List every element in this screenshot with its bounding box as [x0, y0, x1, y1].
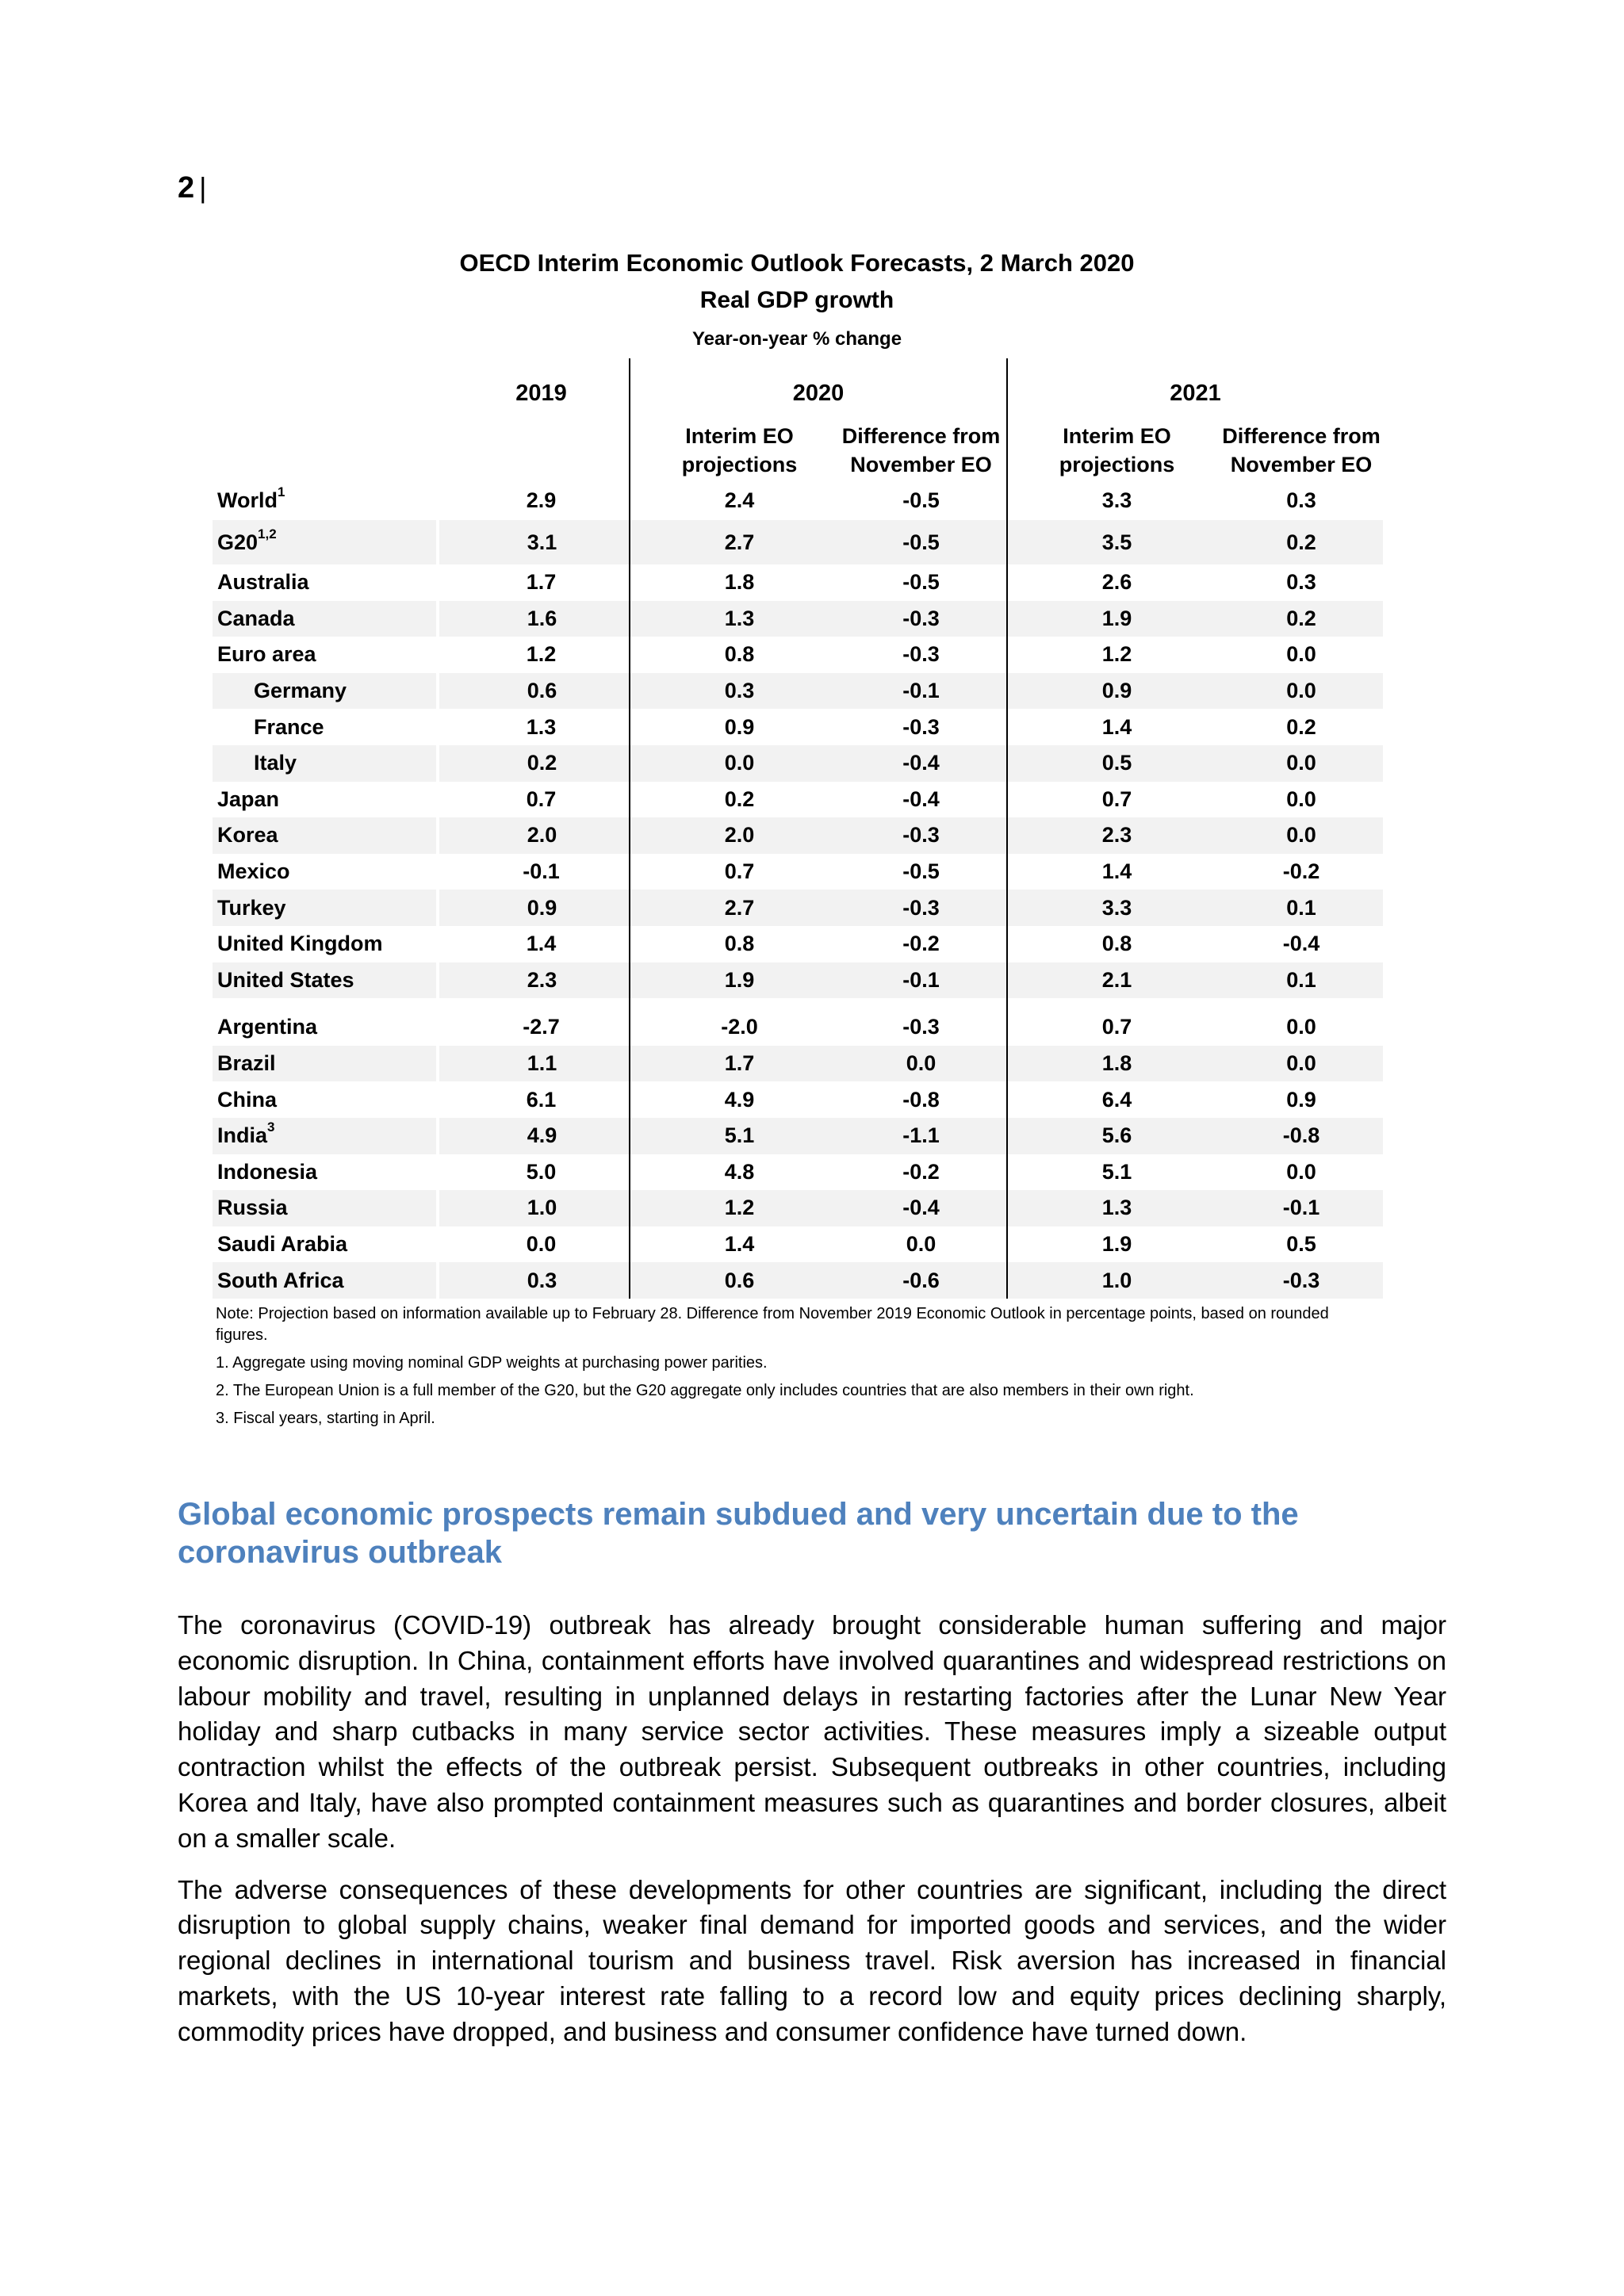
difference-2020-cell: -0.8: [902, 1087, 940, 1112]
interim-2021-cell: 1.9: [1007, 601, 1197, 637]
value-2019-cell: 6.1: [526, 1087, 557, 1112]
table-row: [213, 890, 1383, 926]
value-2019-cell: 2.0: [438, 817, 630, 854]
country-label: World: [217, 488, 278, 512]
country-name: [213, 782, 438, 818]
country-name: [213, 817, 438, 854]
table-unit: Year-on-year % change: [691, 328, 902, 350]
interim-2020-cell: 0.9: [630, 709, 820, 745]
country-name: [213, 520, 438, 564]
value-2019-cell: 1.2: [526, 642, 557, 667]
interim-2020-cell: 0.3: [630, 673, 820, 710]
value-2019-cell: 2.9: [526, 488, 557, 512]
note-3: 3. Fiscal years, starting in April.: [216, 1410, 435, 1427]
value-2019-cell: 0.3: [438, 1262, 630, 1299]
difference-2020-cell: -0.2: [902, 932, 940, 956]
interim-2020-cell: 4.9: [630, 1081, 820, 1118]
interim-2021-cell: 3.3: [1007, 890, 1197, 926]
country-name: [213, 601, 438, 637]
interim-2020-cell: 0.8: [630, 637, 820, 673]
table-row: [213, 564, 1383, 601]
footnote-marker: 1,2: [258, 526, 277, 541]
table-row: [213, 1009, 1383, 1046]
header-difference-2020: [820, 420, 1007, 480]
value-2019-cell: -2.7: [523, 1015, 560, 1039]
header-interim-2020: [630, 420, 820, 480]
interim-2020-cell: 4.8: [630, 1154, 820, 1191]
country-name: [213, 637, 438, 673]
difference-2021-cell: 0.0: [1286, 642, 1316, 667]
country-name: [213, 673, 438, 710]
interim-2020-cell: 2.0: [630, 817, 820, 854]
value-2019-cell: 1.1: [438, 1046, 630, 1082]
table-row: [213, 854, 1383, 890]
table-row: [213, 637, 1383, 673]
body-text: [178, 1608, 1446, 2066]
country-label: Russia: [217, 1196, 288, 1220]
country-label: Euro area: [217, 642, 316, 667]
header-year-2021: 2021: [1007, 358, 1383, 420]
interim-2020-cell: 0.0: [630, 745, 820, 782]
difference-2021-cell: 0.9: [1286, 1087, 1316, 1112]
value-2019-cell: 0.2: [438, 745, 630, 782]
value-2019-cell: 1.0: [438, 1190, 630, 1226]
country-label: Italy: [254, 751, 297, 775]
difference-2021-cell: 0.1: [1197, 962, 1383, 999]
table-row: [213, 782, 1383, 818]
page-number-separator: |: [199, 171, 207, 204]
difference-2020-cell: -0.6: [820, 1262, 1007, 1299]
page-number: [178, 171, 207, 205]
country-label: Indonesia: [217, 1159, 318, 1184]
difference-2021-cell: -0.3: [1197, 1262, 1383, 1299]
interim-2021-cell: 2.1: [1007, 962, 1197, 999]
table-row: [213, 1046, 1383, 1082]
interim-2020-cell: 0.2: [630, 782, 820, 818]
interim-2021-cell: 1.8: [1007, 1046, 1197, 1082]
interim-2020-cell: 1.9: [630, 962, 820, 999]
header-interim-line2: projections: [681, 453, 798, 476]
country-label: Mexico: [217, 859, 290, 884]
header-difference-line2: November EO: [1230, 453, 1373, 476]
difference-2021-cell: 0.0: [1197, 1046, 1383, 1082]
difference-2021-cell: -0.1: [1197, 1190, 1383, 1226]
value-2019-cell: 0.9: [438, 890, 630, 926]
interim-2021-cell: 2.6: [1007, 564, 1197, 601]
difference-2020-cell: -0.4: [820, 745, 1007, 782]
difference-2020-cell: -0.5: [902, 488, 940, 512]
interim-2020-cell: 1.2: [630, 1190, 820, 1226]
country-name: [213, 745, 438, 782]
interim-2020-cell: 0.7: [630, 854, 820, 890]
interim-2020-cell: 2.7: [630, 520, 820, 564]
country-label: Brazil: [217, 1051, 276, 1076]
interim-2020-cell: 0.8: [630, 926, 820, 962]
table-row: [213, 1081, 1383, 1118]
difference-2020-cell: -0.3: [902, 642, 940, 667]
difference-2021-cell: 0.2: [1197, 520, 1383, 564]
table-row: [213, 1154, 1383, 1191]
country-name: [213, 564, 438, 601]
difference-2021-cell: 0.0: [1197, 817, 1383, 854]
header-difference-line1: Difference from: [841, 424, 1001, 448]
interim-2021-cell: 1.4: [1007, 709, 1197, 745]
country-label: Germany: [254, 679, 347, 703]
country-name: [213, 480, 438, 520]
value-2019-cell: 1.4: [526, 932, 557, 956]
header-difference-line1: Difference from: [1222, 424, 1381, 448]
country-label: Canada: [217, 606, 295, 630]
difference-2021-cell: 0.0: [1197, 745, 1383, 782]
interim-2020-cell: 1.7: [630, 1046, 820, 1082]
value-2019-cell: 3.1: [438, 520, 630, 564]
country-name: [213, 1118, 438, 1154]
table-row: [213, 520, 1383, 564]
difference-2021-cell: 0.1: [1197, 890, 1383, 926]
interim-2021-cell: 2.3: [1007, 817, 1197, 854]
country-name: [213, 1046, 438, 1082]
table-row: [213, 709, 1383, 745]
value-2019-cell: 1.7: [526, 570, 557, 595]
note-1: 1. Aggregate using moving nominal GDP weights at purchasing power parities.: [216, 1354, 768, 1372]
page-number-value: 2: [178, 171, 195, 205]
interim-2020-cell: 1.3: [630, 601, 820, 637]
header-interim-line1: Interim EO: [685, 424, 794, 448]
interim-2020-cell: 1.8: [630, 564, 820, 601]
interim-2021-cell: 0.7: [1007, 782, 1197, 818]
value-2019-cell: 0.7: [526, 786, 557, 811]
table-subtitle: Real GDP growth: [699, 287, 894, 313]
country-name: [213, 962, 438, 999]
difference-2021-cell: 0.3: [1286, 488, 1316, 512]
difference-2020-cell: -0.3: [902, 1015, 940, 1039]
difference-2020-cell: -0.5: [902, 570, 940, 595]
country-name: [213, 1226, 438, 1263]
header-interim-2021: [1007, 420, 1197, 480]
value-2019-cell: 1.6: [438, 601, 630, 637]
country-label: Korea: [217, 823, 278, 848]
paragraph-2: The adverse consequences of these developments for other countries are significant, including the direct disruption to global supply chains, weaker final demand for imported goods and services, and the wider regional declines in international tourism and business travel. Risk aversion has increased in financial markets, with the US 10-year interest rate falling to a record low and equity prices declining sharply, commodity prices have dropped, and business and consumer confidence have turned down.: [178, 1874, 1446, 2046]
country-label: Argentina: [217, 1015, 318, 1039]
difference-2021-cell: 0.0: [1286, 1015, 1316, 1039]
country-label: United States: [217, 967, 354, 992]
difference-2020-cell: -0.3: [902, 714, 940, 739]
interim-2021-cell: 1.4: [1007, 854, 1197, 890]
paragraph-1: The coronavirus (COVID-19) outbreak has already brought considerable human suffering and major economic disruption. In China, containment efforts have involved quarantines and widespread restrictions on labour mobility and travel, resulting in unplanned delays in restarting factories after the Lunar New Year holiday and sharp cutbacks in many service sector activities. These measures imply a sizeable output contraction whilst the effects of the outbreak persist. Subsequent outbreaks in other countries, including Korea and Italy, have also prompted containment measures such as quarantines and border closures, albeit on a smaller scale.: [178, 1610, 1446, 1853]
table-notes: [216, 1303, 1381, 1436]
difference-2021-cell: 0.2: [1197, 601, 1383, 637]
difference-2020-cell: -0.3: [820, 601, 1007, 637]
header-year-2019: 2019: [515, 380, 567, 406]
country-label: South Africa: [217, 1268, 344, 1292]
country-name: [213, 854, 438, 890]
difference-2021-cell: -0.4: [1282, 932, 1320, 956]
difference-2020-cell: 0.0: [820, 1046, 1007, 1082]
table-row: [213, 673, 1383, 710]
table-row: [213, 1262, 1383, 1299]
country-name: [213, 709, 438, 745]
interim-2020-cell: -2.0: [630, 1009, 820, 1046]
interim-2021-cell: 3.3: [1007, 480, 1197, 520]
header-interim-line1: Interim EO: [1063, 424, 1171, 448]
table-title: OECD Interim Economic Outlook Forecasts, 2 March 2020: [459, 249, 1135, 277]
country-name: [213, 1190, 438, 1226]
value-2019-cell: 5.0: [526, 1159, 557, 1184]
interim-2021-cell: 0.9: [1007, 673, 1197, 710]
difference-2020-cell: -0.5: [902, 859, 940, 884]
interim-2021-cell: 6.4: [1007, 1081, 1197, 1118]
country-label: France: [254, 714, 324, 739]
country-label: G20: [217, 530, 259, 554]
table-header-subcolumns: [213, 420, 1383, 480]
difference-2020-cell: -0.2: [902, 1159, 940, 1184]
difference-2020-cell: -0.1: [820, 673, 1007, 710]
difference-2021-cell: 0.0: [1286, 786, 1316, 811]
country-name: [213, 926, 438, 962]
country-label: United Kingdom: [217, 932, 383, 956]
footnote-marker: 3: [267, 1119, 275, 1135]
note-main: Note: Projection based on information available up to February 28. Difference from November 2019 Economic Outlook in percentage points, based on rounded figures.: [216, 1305, 1329, 1344]
country-label: Japan: [217, 786, 280, 811]
value-2019-cell: 0.6: [438, 673, 630, 710]
value-2019-cell: 0.0: [526, 1231, 557, 1256]
table-row: [213, 962, 1383, 999]
difference-2020-cell: -1.1: [820, 1118, 1007, 1154]
country-name: [213, 1081, 438, 1118]
footnote-marker: 1: [278, 484, 285, 499]
table-row: [213, 1118, 1383, 1154]
interim-2021-cell: 5.1: [1007, 1154, 1197, 1191]
table-header-years: [213, 358, 1383, 420]
difference-2020-cell: 0.0: [906, 1231, 936, 1256]
interim-2021-cell: 1.2: [1007, 637, 1197, 673]
header-difference-line2: November EO: [850, 453, 992, 476]
country-label: Turkey: [217, 895, 286, 920]
value-2019-cell: -0.1: [523, 859, 560, 884]
difference-2021-cell: -0.8: [1197, 1118, 1383, 1154]
interim-2020-cell: 2.4: [630, 480, 820, 520]
difference-2021-cell: 0.0: [1286, 1159, 1316, 1184]
country-label: Saudi Arabia: [217, 1231, 348, 1256]
note-2: 2. The European Union is a full member of the G20, but the G20 aggregate only includes countries that are also members in their own right.: [216, 1382, 1194, 1399]
difference-2020-cell: -0.5: [820, 520, 1007, 564]
interim-2020-cell: 5.1: [630, 1118, 820, 1154]
section-heading: Global economic prospects remain subdued and very uncertain due to the coronavirus outbreak: [178, 1497, 1299, 1570]
interim-2021-cell: 1.9: [1007, 1226, 1197, 1263]
table-group-gap: [213, 998, 1383, 1009]
country-label: India: [217, 1123, 268, 1148]
interim-2020-cell: 2.7: [630, 890, 820, 926]
table-row: [213, 480, 1383, 520]
difference-2020-cell: -0.3: [820, 817, 1007, 854]
gdp-forecast-table: [213, 358, 1383, 1299]
interim-2021-cell: 0.7: [1007, 1009, 1197, 1046]
value-2019-cell: 4.9: [438, 1118, 630, 1154]
interim-2021-cell: 1.3: [1007, 1190, 1197, 1226]
country-label: China: [217, 1087, 278, 1112]
difference-2021-cell: 0.5: [1286, 1231, 1316, 1256]
difference-2020-cell: -0.4: [820, 1190, 1007, 1226]
difference-2021-cell: 0.2: [1286, 714, 1316, 739]
interim-2021-cell: 0.8: [1007, 926, 1197, 962]
interim-2020-cell: 0.6: [630, 1262, 820, 1299]
difference-2020-cell: -0.4: [902, 786, 940, 811]
table-row: [213, 817, 1383, 854]
country-label: Australia: [217, 570, 309, 595]
table-row: [213, 601, 1383, 637]
header-difference-2021: [1197, 420, 1383, 480]
table-row: [213, 1190, 1383, 1226]
country-name: [213, 1154, 438, 1191]
value-2019-cell: 1.3: [526, 714, 557, 739]
interim-2021-cell: 3.5: [1007, 520, 1197, 564]
interim-2021-cell: 5.6: [1007, 1118, 1197, 1154]
difference-2020-cell: -0.3: [820, 890, 1007, 926]
interim-2020-cell: 1.4: [630, 1226, 820, 1263]
header-interim-line2: projections: [1059, 453, 1175, 476]
table-row: [213, 926, 1383, 962]
interim-2021-cell: 0.5: [1007, 745, 1197, 782]
interim-2021-cell: 1.0: [1007, 1262, 1197, 1299]
value-2019-cell: 2.3: [438, 962, 630, 999]
difference-2021-cell: 0.0: [1197, 673, 1383, 710]
difference-2020-cell: -0.1: [820, 962, 1007, 999]
table-row: [213, 1226, 1383, 1263]
table-row: [213, 745, 1383, 782]
country-name: [213, 1262, 438, 1299]
country-name: [213, 1009, 438, 1046]
country-name: [213, 890, 438, 926]
difference-2021-cell: -0.2: [1282, 859, 1320, 884]
difference-2021-cell: 0.3: [1286, 570, 1316, 595]
header-year-2020: 2020: [630, 358, 1007, 420]
